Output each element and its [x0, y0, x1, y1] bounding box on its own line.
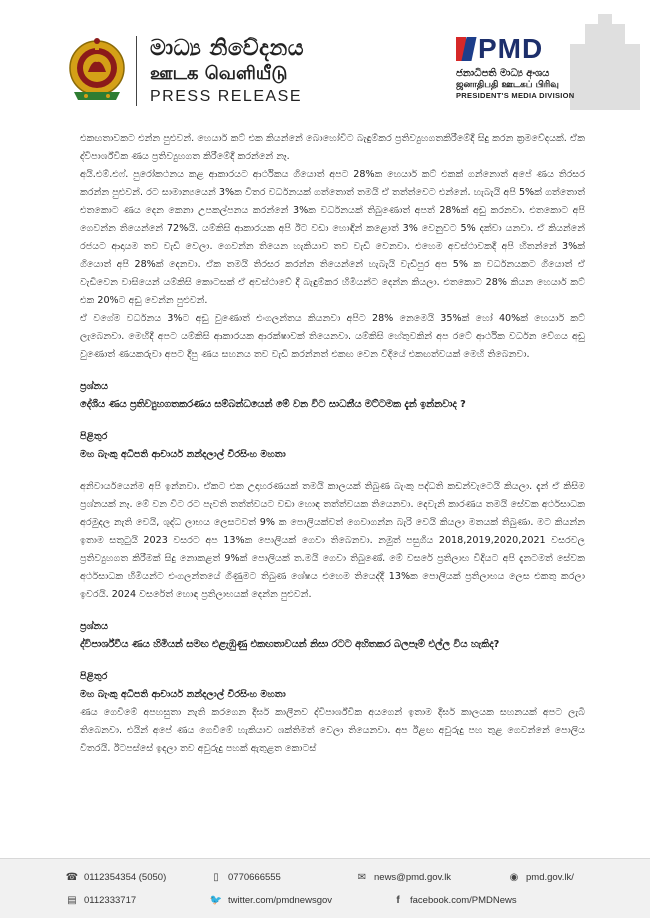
question-text: දේශීය ණය ප්‍රතිව්‍යුහගතකරණය සම්බන්ධයෙන් මේ වන විට සාධනීය මට්ටමක දැන් ඉන්නවාද ? [80, 399, 466, 410]
twitter-icon: 🐦 [209, 894, 223, 906]
answer-speaker: මහ බැංකු අධිපති ආචාර්ය නන්දලාල් වීරසිංහ මහතා [80, 449, 286, 460]
body-paragraph: ඒ වගේම වර්ධනය 3%ට අඩු වුණොත් එංගලන්තය කියනවා අපිට 28% නෙමෙයි 35%ක් හෝ 40%ක් හෙයාර් කට් ලැබෙනවා. මෙහිදී අපට යම්කිසි ආකාරයක ආරක්ෂාවක් තියෙනවා. යම්කිසි හේතුවකින් අප රටේ ආර්ථික වර්ධන වේගය අඩු වුණොත් ණයකරුවා අපට දීපු ණය සහනය තව වැඩි කරන්නත් එකඟ වෙන විදියේ එකඟත්වයක් මෙහි තිබෙනවා. [80, 313, 585, 360]
body-paragraph: ණය ගෙවීමේ අපහසුතා නැති කරගෙන දීර්ඝ කාලීනව ද්විපාර්ශ්වික අයගෙන් ඉතාම දීර්ඝ කාලයක සහනයක් අපට ලැබී තිබෙනවා. එයින් අපේ ණය ගෙවීමේ හැකියාව ශක්තිමත් වෙලා තියෙනවා. අප ඊළඟ අවුරුදු පහ තුළ ගෙවන්නේ පොලිය විතරයි. ඊටපස්සේ ඉදලා තව අවුරුදු පහක් ඇතුළත කොටස් [80, 707, 585, 754]
globe-icon: ◉ [509, 871, 519, 883]
press-release-header [0, 0, 650, 122]
fax-number: 0112333717 [84, 894, 137, 906]
pmd-logo [456, 34, 606, 64]
body-paragraph: අයි.එම්.එෆ්. පුරෝකථනය කළ ආකාරයට ආර්ථිකය ගියොත් අපට 28%ක හෙයාර් කට් එකක් ගන්නොත් අපේ ණය තිරසර කරන්න පුළුවන්. රට සාමාන්‍යයෙන් 3%ක විතර වර්ධනයක් ගත්තොත් තමයි ඒ තත්ත්වෙට එන්නේ. හැබැයි අපි 5%ක් ගත්තොත් එතකොට ණය දෙන කෙනා උපකල්පනය කරන්නේ 3%ක වර්ධනයක් තිබුණොත් අපත් 28%ක් අඩු කරනවා. එතකොට අපි ගෙවන්න තියෙන්නේ 72%යි. යම්කිසි ආකාරයක අපි ඊට වඩා හොඳින් කළොත් 3% වෙනුවට 5% දක්වා යනවා. ඒ කියන්නේ රජයට ආදායම තව වැඩි වෙලා. ගෙවන්න තියෙන හැකියාව තව වැඩි වෙනවා. එහෙම අවස්ථාවකදී අපි හිතන්නේ 3%ක් ගියොත් අපි 28%ක් දෙනවා. ඒක තමයි තිරසර කරන්න තියෙන්නේ හැබැයි වැඩිපුර අප 5% ක වර්ධනයකට ගියොත් ඒ වැඩිවෙන වාසියෙන් යම්කිසි කොටසක් ඒ අවස්ථාවේ දී බැඳුම්කර හිමියන්ට දෙන්න කියලා. එතකොට 28% කියන හෙයාර් කට් එක 20%ට අඩු වෙන්න පුළුවන්. [80, 169, 585, 306]
title-block [150, 36, 304, 108]
question-label: ප්‍රශ්නය [80, 381, 109, 392]
question-text: ද්විපාර්ශ්වීය ණය හිමියන් සමඟ එළැඹුණු එකඟතාවයන් නිසා රටට අහිතකර බලපෑම් එල්ල විය හැකිද? [80, 639, 500, 650]
footer-phone [66, 871, 166, 883]
body-paragraph: එකඟතාවකට එන්න පුළුවන්. හෙයාර් කට් එක කියන්නේ බොහෝවිට බැඳුම්කර ප්‍රතිව්‍යුහගතකිරීමේදී සිදු කරන ක්‍රමවේදයක්. ඒක ද්විපාර්ශ්වික ණය ප්‍රතිව්‍යුහගත කිරීමේදී කරන්නේ නෑ. [80, 133, 585, 162]
phone-icon: ☎ [65, 871, 79, 883]
body-paragraph: අනිවාර්යයෙන්ම අපි ඉන්නවා. ඒකට එක උදාහරණයක් තමයි කාලයක් තිබුණ බැංකු පද්ධති කඩන්වැටෙයි කියලා. දැන් ඒ කිසිම ප්‍රශ්නයක් නෑ. මේ වන විට රට පැවති තත්ත්වයට වඩා හොඳ තත්ත්වයක තියෙනවා. දෙවැනි කාරණය තමයි සේවක අර්ථසාධක අරමුදල නැති වෙයි, ශුද්ධ ලාභය ලෙසටවත් 9% ක පොලියක්වත් ගෙවාගන්න බැරි වෙයි කියලා මතයක් තිබුණා. මට කියන්න ඉතාම සතුටුයි 2023 වසරට අප 13%ක පොලියක් ගෙවා තිබෙනවා. නමුත් පසුගිය 2018,2019,2020,2021 වසරවල ප්‍රතිව්‍යුහගත කිරීමක් සිදු නොකළත් 9%ක් පොලියක් ත.මයි ගෙවා තිබුණේ. මේ වසරේ ප්‍රතිලාභ විදියට අපි දැනටමත් සේවක අර්ථසාධක හිමියන්ට එංගලන්තයේ ගිණුමට තිබුණ ශේෂය එහෙම තියෙද්දී 13%ක පොලියක් ප්‍රතිලාභය ලෙස එකතු කරලා ඉවරයි. 2024 වසරේත් හොඳ ප්‍රතිලාභයක් දෙන්න පුළුවන්. [80, 481, 585, 600]
title-english: PRESS RELEASE [150, 88, 302, 105]
pmd-mark-icon [456, 37, 474, 61]
phone-number: 0112354354 (5050) [84, 871, 167, 883]
question-label: ප්‍රශ්නය [80, 621, 109, 632]
pmd-logo-text: PMD [478, 33, 544, 64]
facebook-icon: f [396, 894, 400, 906]
contact-footer [0, 858, 650, 918]
answer-speaker: මහ බැංකු අධිපති ආචාර්ය නන්දලාල් වීරසිංහ මහතා [80, 689, 286, 700]
title-sinhala: මාධ්‍ය නිවේදනය [150, 36, 305, 61]
answer-label: පිළිතුර [80, 431, 108, 442]
mobile-icon: ▯ [213, 871, 219, 883]
footer-facebook[interactable] [392, 894, 517, 906]
title-tamil: ஊடக வெளியீடு [150, 63, 288, 84]
mobile-number: 0770666555 [228, 871, 281, 883]
pmd-name-english: PRESIDENT'S MEDIA DIVISION [456, 91, 575, 100]
facebook-link[interactable]: facebook.com/PMDNews [410, 894, 517, 906]
press-release-body [80, 130, 585, 758]
header-divider [136, 36, 137, 106]
answer-label: පිළිතුර [80, 671, 108, 682]
footer-fax [66, 894, 136, 906]
fax-icon: ▤ [67, 894, 77, 906]
footer-web[interactable] [508, 871, 574, 883]
email-icon: ✉ [357, 871, 367, 883]
email-link[interactable]: news@pmd.gov.lk [374, 871, 452, 883]
pmd-name-sinhala: ජනාධිපති මාධ්‍ය අංශය [456, 68, 550, 79]
footer-email[interactable] [356, 871, 451, 883]
sri-lanka-emblem-icon [66, 34, 128, 106]
footer-twitter[interactable] [210, 894, 332, 906]
twitter-link[interactable]: twitter.com/pmdnewsgov [228, 894, 333, 906]
footer-mobile [210, 871, 281, 883]
pmd-branding [456, 34, 606, 101]
web-link[interactable]: pmd.gov.lk/ [526, 871, 574, 883]
pmd-name-tamil: ஜனாதிபதி ஊடகப் பிரிவு [456, 80, 559, 90]
